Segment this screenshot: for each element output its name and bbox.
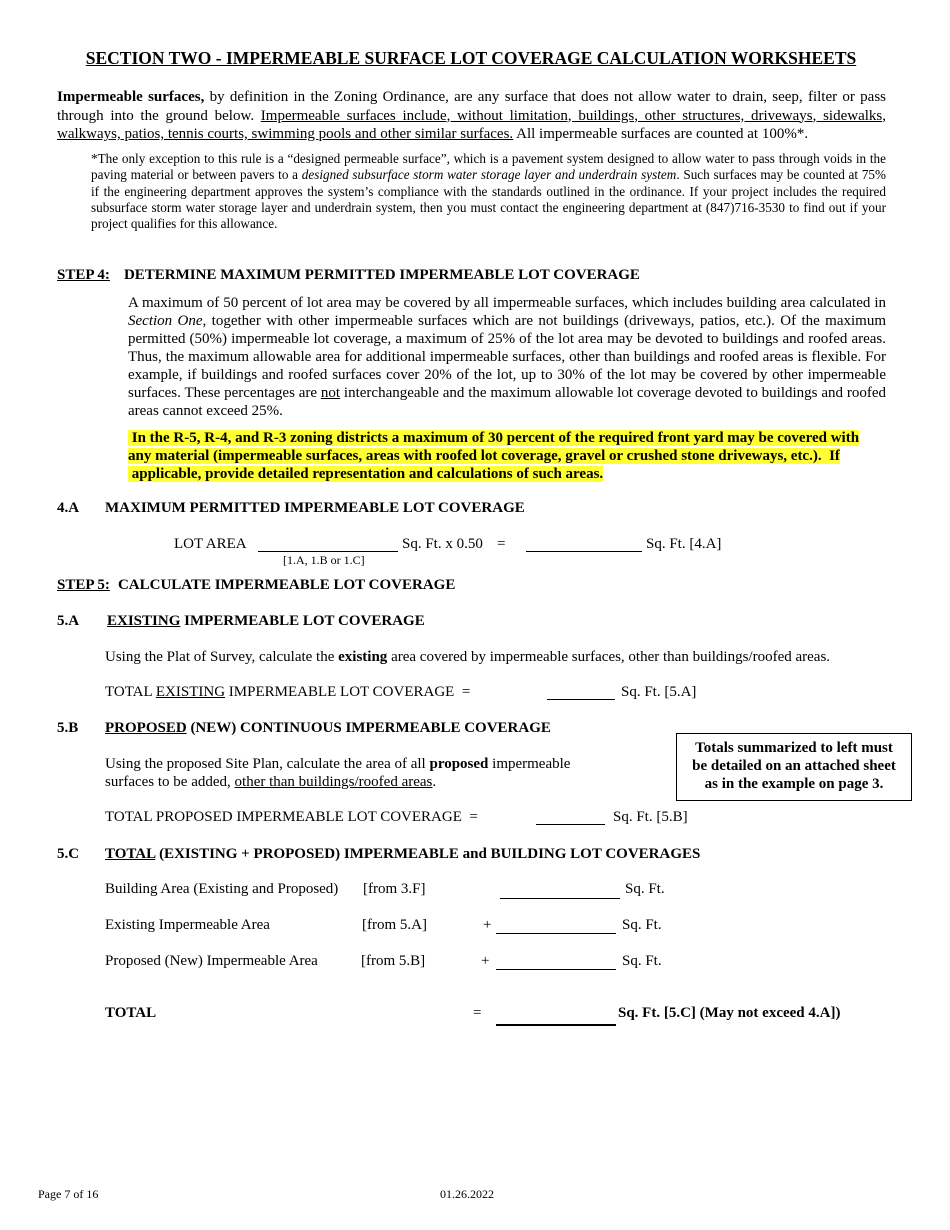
row-unit: Sq. Ft. (622, 917, 662, 933)
grand-total-unit: Sq. Ft. [5.C] (May not exceed 4.A]) (618, 1005, 841, 1021)
step5-title: CALCULATE IMPERMEABLE LOT COVERAGE (117, 577, 456, 593)
table-row (105, 881, 338, 898)
row-operator: + (481, 953, 490, 969)
row-label: Existing Impermeable Area (105, 917, 270, 933)
section-5a-heading-rest: IMPERMEABLE LOT COVERAGE (180, 613, 425, 629)
section-5c-heading-u: TOTAL (105, 846, 156, 862)
s5b-desc-4: . (432, 774, 437, 790)
lot-area-multiplier: Sq. Ft. x 0.50 (402, 536, 483, 552)
note-italic: designed subsurface storm water storage layer and underdrain system (301, 167, 677, 183)
max-coverage-input[interactable] (526, 537, 642, 552)
step4-paragraph (128, 294, 886, 420)
row-label: Proposed (New) Impermeable Area (105, 953, 318, 969)
step4-label: STEP 4: (57, 267, 110, 283)
section-5a-number: 5.A (57, 613, 80, 629)
step5-heading (57, 577, 455, 594)
existing-total-unit: Sq. Ft. [5.A] (621, 684, 697, 700)
step4-title: DETERMINE MAXIMUM PERMITTED IMPERMEABLE LOT COVERAGE (123, 267, 640, 283)
s5b-desc-3: surfaces to be added, (105, 774, 235, 790)
row-unit: Sq. Ft. (625, 881, 665, 897)
grand-total-equals: = (473, 1005, 482, 1021)
note-text-2: . Such surfaces may be counted at 75% if the engineering department approves the system’s compliance with the standards outlined in the ordinance. If your project includes the required subsurface storm water storage layer and underdrain system, then you must contact the engineering department at (847)716-3530 to find out if your project qualifies for this allowance. (91, 167, 886, 232)
s5a-desc-1: Using the Plat of Survey, calculate the (105, 649, 339, 665)
lot-area-equals: = (497, 536, 506, 552)
proposed-total-unit: Sq. Ft. [5.B] (613, 809, 688, 825)
max-coverage-unit: Sq. Ft. [4.A] (646, 536, 722, 552)
s5a-desc-2: area covered by impermeable surfaces, other than buildings/roofed areas. (387, 649, 831, 665)
summary-note-box (676, 733, 912, 801)
lot-area-label: LOT AREA (174, 536, 247, 552)
section-5b-description (105, 755, 570, 791)
row-source: [from 3.F] (363, 881, 426, 897)
intro-text-1: by definition in the Zoning Ordinance, are any surface that does not allow water to drain, seep, filter or pass through into the ground below. (57, 89, 886, 124)
box-line-2: be detailed on an attached sheet (692, 758, 896, 774)
section-4a-heading: MAXIMUM PERMITTED IMPERMEABLE LOT COVERAGE (105, 500, 525, 516)
proposed-total-input[interactable] (536, 810, 605, 825)
row-unit: Sq. Ft. (622, 953, 662, 969)
s5a-total-1: TOTAL (105, 684, 156, 700)
lot-area-input[interactable] (258, 537, 398, 552)
section-5b-heading (105, 720, 551, 737)
existing-total-input[interactable] (547, 685, 615, 700)
proposed-total-label: TOTAL PROPOSED IMPERMEABLE LOT COVERAGE = (105, 809, 478, 825)
section-5b-number: 5.B (57, 720, 79, 736)
step4-text-2: , together with other impermeable surfaces which are not buildings (driveways, patios, etc.). Of the maximum permitted (50%) impermeable lot coverage, a maximum of 25% of the lot area may be devoted to buildings and roofed areas. Thus, the maximum allowable area for additional impermeable surfaces, other than buildings and roofed areas is flexible. For example, if buildings and roofed surfaces cover 20% of the lot, up to 30% of the lot may be covered by other impermeable surfaces. These percentages are (128, 313, 886, 401)
section-5b-heading-rest: (NEW) CONTINUOUS IMPERMEABLE COVERAGE (186, 720, 551, 736)
table-row (105, 917, 270, 934)
section-4a-number: 4.A (57, 500, 80, 516)
highlight-line-1: In the R-5, R-4, and R-3 zoning districts a maximum of 30 percent of the required front yard may be covered with (128, 430, 860, 446)
page-title: SECTION TWO - IMPERMEABLE SURFACE LOT COVERAGE CALCULATION WORKSHEETS (85, 48, 857, 68)
step4-underlined: not (320, 385, 341, 401)
row-operator: + (483, 917, 492, 933)
section-5b-heading-u: PROPOSED (105, 720, 187, 736)
existing-impermeable-input[interactable] (496, 919, 616, 934)
s5b-desc-bold: proposed (429, 756, 489, 772)
zoning-highlight-note (128, 429, 888, 483)
section-5c-heading-rest: (EXISTING + PROPOSED) IMPERMEABLE and BUILDING LOT COVERAGES (155, 846, 701, 862)
s5a-desc-bold: existing (338, 649, 388, 665)
highlight-line-2: any material (impermeable surfaces, areas with roofed lot coverage, gravel or crushed stone driveways, etc.). If (128, 448, 840, 464)
grand-total-input[interactable] (496, 1008, 616, 1026)
section-5a-heading (107, 613, 425, 630)
note-text-1: *The only exception to this rule is a “designed permeable surface”, which is a pavement system designed to allow water to pass through voids in the paving material or between pavers to a (91, 151, 886, 183)
step4-text-1: A maximum of 50 percent of lot area may be covered by all impermeable surfaces, which includes building area calculated in (128, 295, 886, 311)
table-row (105, 953, 318, 970)
permeable-exception-note (91, 151, 886, 232)
box-line-1: Totals summarized to left must (695, 740, 893, 756)
intro-paragraph (57, 88, 886, 144)
s5b-desc-u: other than buildings/roofed areas (234, 774, 433, 790)
intro-text-2: All impermeable surfaces are counted at 100%*. (513, 126, 809, 142)
intro-underlined: Impermeable surfaces include, without limitation, buildings, other structures, driveways, sidewalks, walkways, patios, tennis courts, swimming pools and other similar surfaces. (57, 107, 886, 142)
step5-label: STEP 5: (57, 577, 110, 593)
s5a-total-u: EXISTING (155, 684, 226, 700)
lot-area-hint: [1.A, 1.B or 1.C] (283, 553, 365, 567)
proposed-impermeable-input[interactable] (496, 955, 616, 970)
page-number: Page 7 of 16 (38, 1187, 99, 1201)
section-5c-number: 5.C (57, 846, 80, 862)
s5b-desc-2: impermeable (488, 756, 571, 772)
intro-lead: Impermeable surfaces, (57, 89, 205, 105)
section-5a-description (105, 649, 830, 666)
step4-italic: Section One (128, 313, 203, 329)
grand-total-label: TOTAL (105, 1005, 157, 1021)
row-source: [from 5.A] (362, 917, 427, 933)
s5a-total-2: IMPERMEABLE LOT COVERAGE = (225, 684, 471, 700)
box-line-3: as in the example on page 3. (704, 776, 884, 792)
section-5c-heading (105, 846, 700, 863)
existing-total-label (105, 684, 470, 701)
section-5a-heading-u: EXISTING (107, 613, 181, 629)
row-source: [from 5.B] (361, 953, 426, 969)
s5b-desc-1: Using the proposed Site Plan, calculate the area of all (105, 756, 430, 772)
step4-text-3: interchangeable and the maximum allowable lot coverage devoted to buildings and roofed areas cannot exceed 25%. (128, 385, 886, 419)
revision-date: 01.26.2022 (440, 1187, 494, 1201)
building-area-input[interactable] (500, 884, 620, 899)
step4-heading (57, 267, 640, 284)
row-label: Building Area (Existing and Proposed) (105, 881, 339, 897)
highlight-line-3: applicable, provide detailed representation and calculations of such areas. (128, 466, 604, 482)
